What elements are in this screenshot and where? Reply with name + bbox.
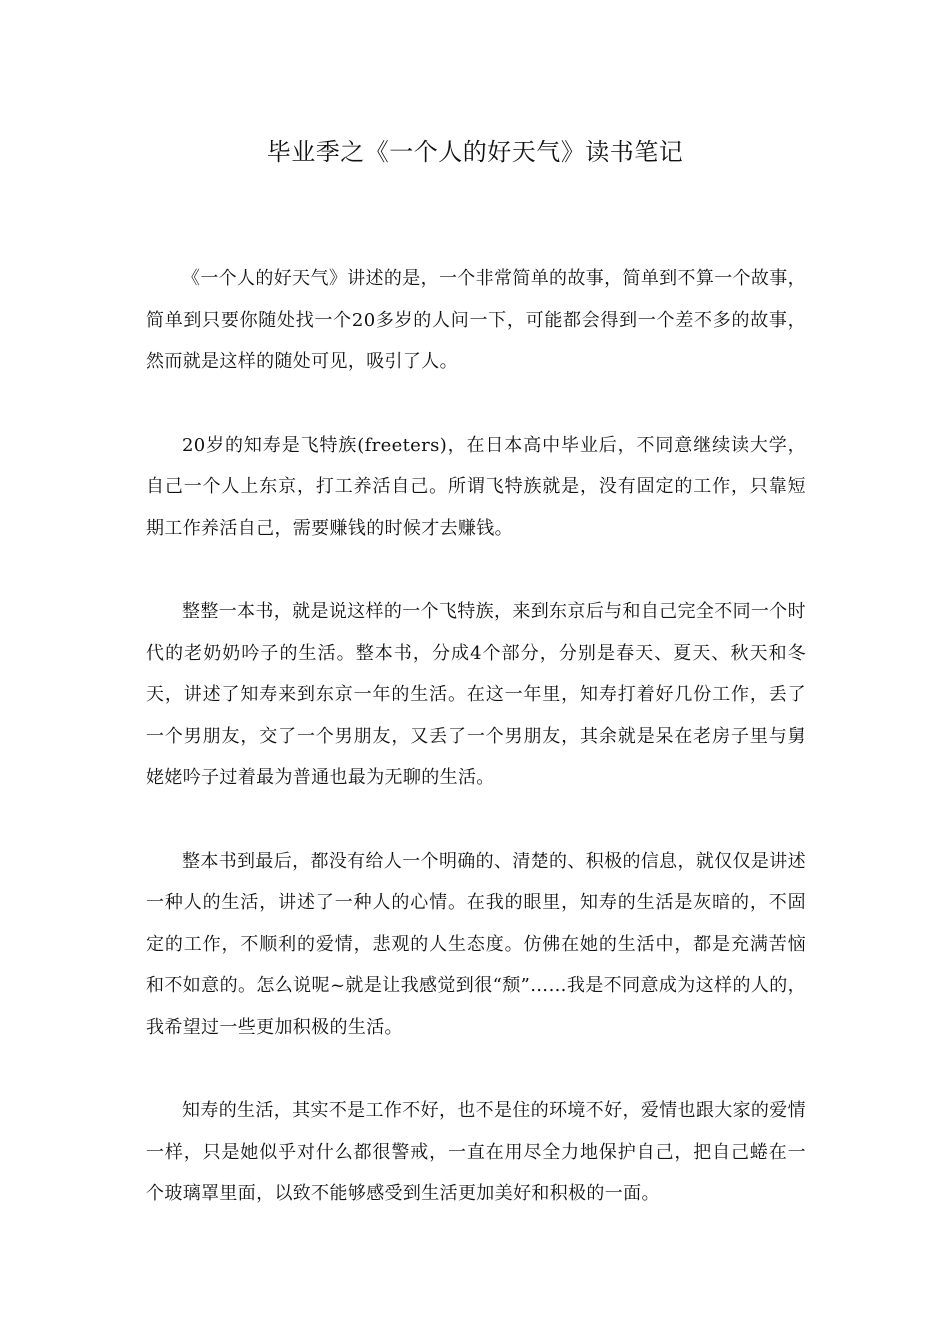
document-body: [146, 258, 806, 1257]
document-title: 毕业季之《一个人的好天气》读书笔记: [266, 138, 684, 166]
paragraph: 整本书到最后，都没有给人一个明确的、清楚的、积极的信息，就仅仅是讲述一种人的生活，讲述了一种人的心情。在我的眼里，知寿的生活是灰暗的，不固定的工作，不顺利的爱情，悲观的人生态度。仿佛在她的生活中，都是充满苦恼和不如意的。怎么说呢~就是让我感觉到很“颓”……我是不同意成为这样的人的，我希望过一些更加积极的生活。: [146, 850, 806, 1038]
paragraph: 整整一本书，就是说这样的一个飞特族，来到东京后与和自己完全不同一个时代的老奶奶吟子的生活。整本书，分成4个部分，分别是春天、夏天、秋天和冬天，讲述了知寿来到东京一年的生活。在这一年里，知寿打着好几份工作，丢了一个男朋友，交了一个男朋友，又丢了一个男朋友，其余就是呆在老房子里与舅姥姥吟子过着最为普通也最为无聊的生活。: [146, 601, 806, 788]
paragraph: 知寿的生活，其实不是工作不好，也不是住的环境不好，爱情也跟大家的爱情一样，只是她似乎对什么都很警戒，一直在用尽全力地保护自己，把自己蜷在一个玻璃罩里面，以致不能够感受到生活更加美好和积极的一面。: [146, 1100, 806, 1204]
paragraph: 20岁的知寿是飞特族(freeters)，在日本高中毕业后，不同意继续读大学，自己一个人上东京，打工养活自己。所谓飞特族就是，没有固定的工作，只靠短期工作养活自己，需要赚钱的时候才去赚钱。: [146, 434, 806, 539]
paragraph: 《一个人的好天气》讲述的是，一个非常简单的故事，简单到不算一个故事，简单到只要你随处找一个20多岁的人问一下，可能都会得到一个差不多的故事，然而就是这样的随处可见，吸引了人。: [146, 268, 806, 372]
